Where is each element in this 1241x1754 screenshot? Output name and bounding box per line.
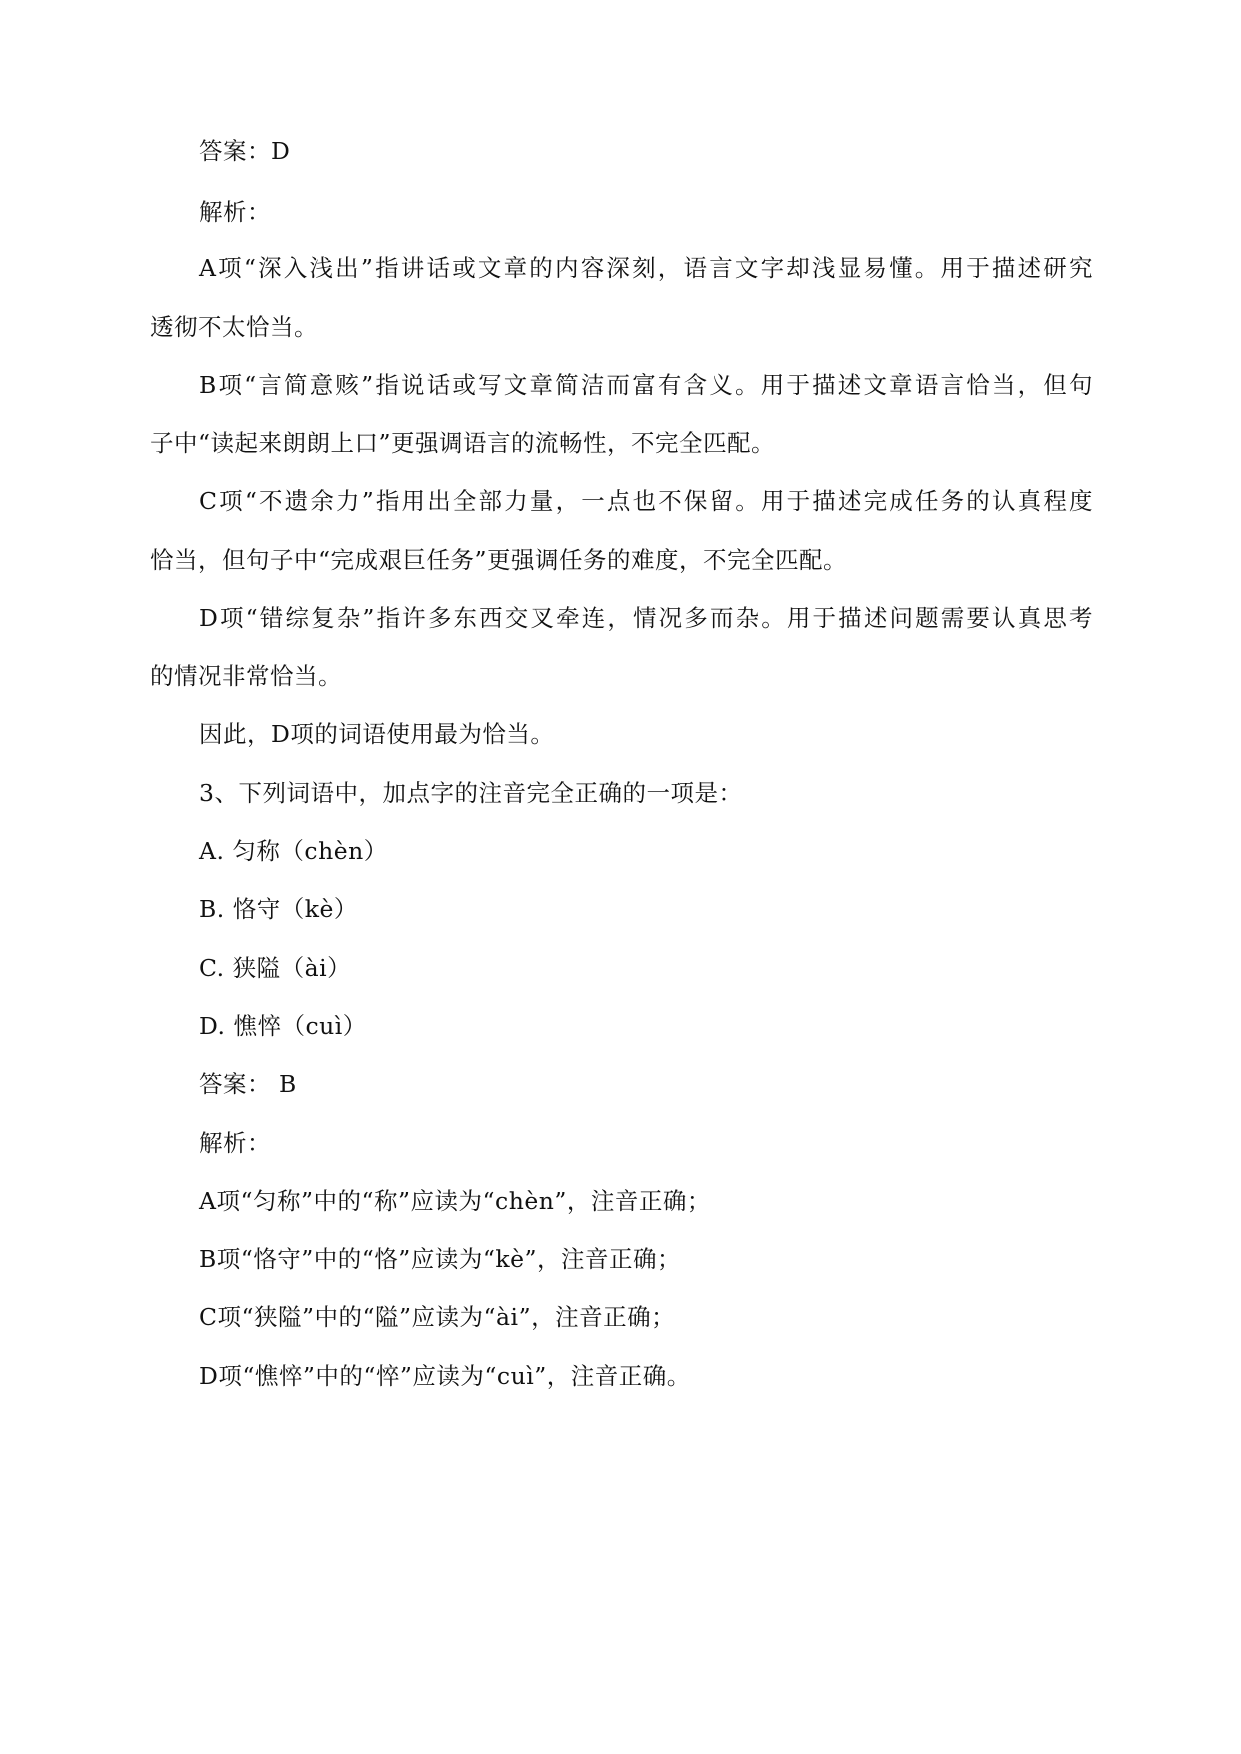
answer-line-2: 答案： B — [199, 1070, 297, 1098]
analysis-q3-a: A项“匀称”中的“称”应读为“chèn”，注音正确； — [199, 1187, 711, 1215]
answer-line: 答案：D — [199, 137, 291, 165]
analysis-b-line-1: B项“言简意赅”指说话或写文章简洁而富有含义。用于描述文章语言恰当，但句 — [199, 371, 1093, 399]
analysis-a-line-1: A项“深入浅出”指讲话或文章的内容深刻，语言文字却浅显易懂。用于描述研究 — [199, 254, 1093, 282]
conclusion-line: 因此，D项的词语使用最为恰当。 — [199, 720, 555, 748]
analysis-q3-c: C项“狭隘”中的“隘”应读为“ài”，注音正确； — [199, 1303, 676, 1331]
analysis-heading-2: 解析： — [199, 1129, 271, 1157]
analysis-c-line-1: C项“不遗余力”指用出全部力量，一点也不保留。用于描述完成任务的认真程度 — [199, 487, 1093, 515]
analysis-b-line-2: 子中“读起来朗朗上口”更强调语言的流畅性，不完全匹配。 — [150, 429, 776, 457]
question-3-stem: 3、下列词语中，加点字的注音完全正确的一项是： — [199, 779, 743, 807]
option-b: B. 恪守（kè） — [199, 895, 358, 923]
option-d: D. 憔悴（cuì） — [199, 1012, 367, 1040]
option-a: A. 匀称（chèn） — [199, 837, 388, 865]
analysis-q3-b: B项“恪守”中的“恪”应读为“kè”，注音正确； — [199, 1245, 681, 1273]
analysis-d-line-2: 的情况非常恰当。 — [150, 662, 342, 690]
analysis-d-line-1: D项“错综复杂”指许多东西交叉牵连，情况多而杂。用于描述问题需要认真思考 — [199, 604, 1093, 632]
analysis-heading: 解析： — [199, 198, 271, 226]
analysis-a-line-2: 透彻不太恰当。 — [150, 313, 318, 341]
analysis-c-line-2: 恰当，但句子中“完成艰巨任务”更强调任务的难度，不完全匹配。 — [150, 546, 848, 574]
option-c: C. 狭隘（ài） — [199, 954, 352, 982]
analysis-q3-d: D项“憔悴”中的“悴”应读为“cuì”，注音正确。 — [199, 1362, 691, 1390]
